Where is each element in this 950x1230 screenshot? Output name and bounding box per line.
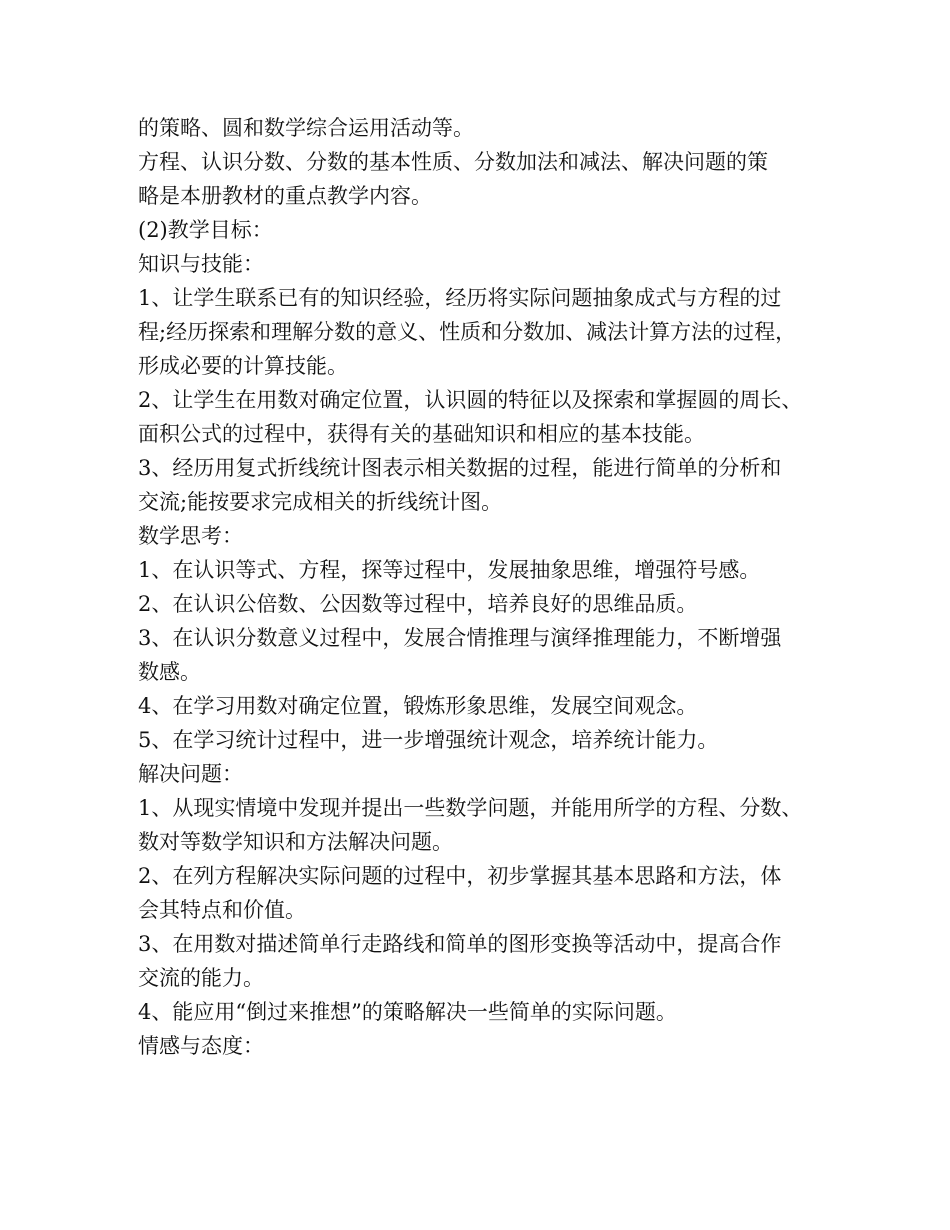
- text-line: 程;经历探索和理解分数的意义、性质和分数加、减法计算方法的过程，: [138, 320, 797, 344]
- list-item: 2、在列方程解决实际问题的过程中，初步掌握其基本思路和方法，体: [138, 864, 782, 888]
- text-line: 交流;能按要求完成相关的折线统计图。: [138, 490, 503, 514]
- list-item: 3、经历用复式折线统计图表示相关数据的过程，能进行简单的分析和: [138, 456, 782, 480]
- document-body: [138, 111, 838, 1063]
- list-item: 2、在认识公倍数、公因数等过程中，培养良好的思维品质。: [138, 592, 698, 616]
- list-item: 1、让学生联系已有的知识经验，经历将实际问题抽象成式与方程的过: [138, 286, 782, 310]
- text-line: 方程、认识分数、分数的基本性质、分数加法和减法、解决问题的策: [138, 150, 768, 174]
- list-item: 4、在学习用数对确定位置，锻炼形象思维，发展空间观念。: [138, 694, 698, 718]
- subsection-heading: 知识与技能：: [138, 252, 264, 276]
- list-item: 2、让学生在用数对确定位置，认识圆的特征以及探索和掌握圆的周长、: [138, 388, 803, 412]
- text-line: 数感。: [138, 660, 201, 684]
- text-line: 会其特点和价值。: [138, 898, 306, 922]
- text-line: 面积公式的过程中，获得有关的基础知识和相应的基本技能。: [138, 422, 705, 446]
- list-item: 1、在认识等式、方程，探等过程中，发展抽象思维，增强符号感。: [138, 558, 761, 582]
- text-line: 形成必要的计算技能。: [138, 354, 348, 378]
- section-heading: (2)教学目标：: [138, 218, 273, 242]
- text-line: 数对等数学知识和方法解决问题。: [138, 830, 453, 854]
- text-line: 略是本册教材的重点教学内容。: [138, 184, 432, 208]
- subsection-heading: 解决问题：: [138, 762, 243, 786]
- text-line: 交流的能力。: [138, 966, 264, 990]
- subsection-heading: 数学思考：: [138, 524, 243, 548]
- text-line: 的策略、圆和数学综合运用活动等。: [138, 116, 474, 140]
- list-item: 1、从现实情境中发现并提出一些数学问题，并能用所学的方程、分数、: [138, 796, 803, 820]
- list-item: 4、能应用“倒过来推想”的策略解决一些简单的实际问题。: [138, 1000, 677, 1024]
- subsection-heading: 情感与态度：: [138, 1034, 264, 1058]
- list-item: 3、在认识分数意义过程中，发展合情推理与演绎推理能力，不断增强: [138, 626, 782, 650]
- list-item: 3、在用数对描述简单行走路线和简单的图形变换等活动中，提高合作: [138, 932, 782, 956]
- list-item: 5、在学习统计过程中，进一步增强统计观念，培养统计能力。: [138, 728, 719, 752]
